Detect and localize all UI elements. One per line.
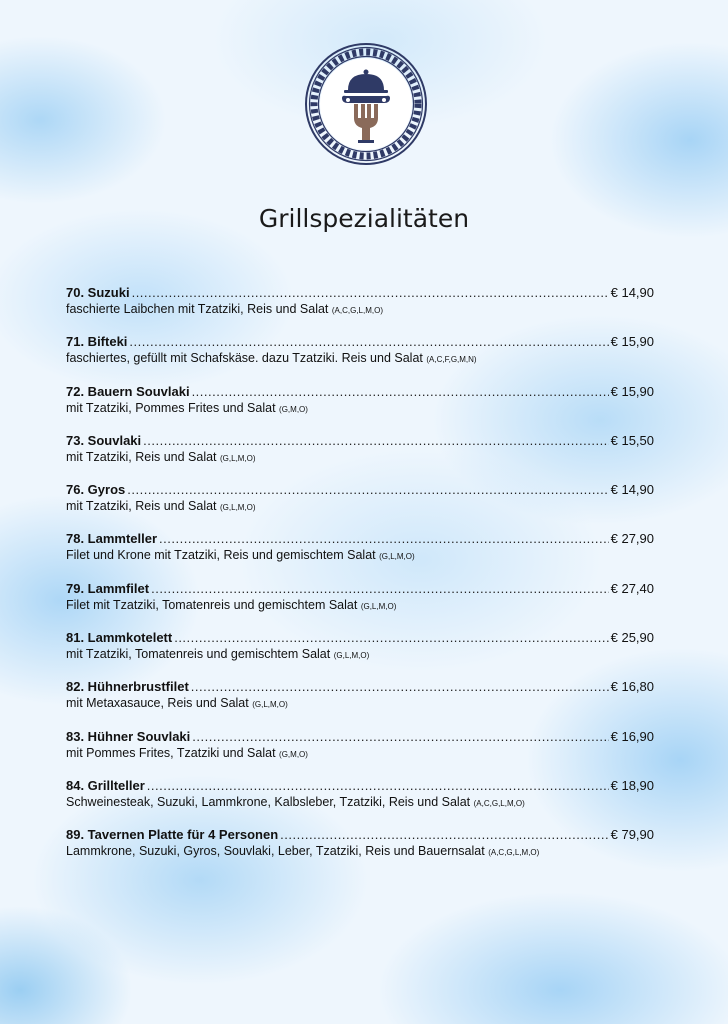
menu-item-header	[66, 630, 654, 646]
dot-leader	[280, 827, 608, 843]
menu-item-price: € 15,90	[610, 383, 654, 399]
menu-item-header	[66, 827, 654, 843]
menu-item	[66, 285, 654, 334]
menu-item-name: 72. Bauern Souvlaki	[66, 383, 190, 399]
menu-item-name: 81. Lammkotelett	[66, 630, 173, 646]
menu-item-price: € 15,90	[610, 334, 654, 350]
menu-item-price: € 18,90	[610, 777, 654, 793]
menu-item-price: € 14,90	[610, 285, 654, 300]
menu-item-description: Lammkrone, Suzuki, Gyros, Souvlaki, Leber, Tzatziki, Reis und Bauernsalat	[66, 844, 485, 859]
dot-leader	[192, 384, 609, 400]
dot-leader	[192, 729, 608, 745]
menu-item-price: € 14,90	[610, 482, 654, 498]
menu-item-header	[66, 531, 654, 547]
menu-item-description-line	[66, 547, 654, 565]
menu-item-allergens: (G,L,M,O)	[220, 503, 256, 513]
menu-item	[66, 581, 654, 630]
menu-item-name: 71. Bifteki	[66, 334, 128, 350]
menu-item-header	[66, 285, 654, 301]
menu-item	[66, 630, 654, 679]
menu-item	[66, 384, 654, 433]
menu-item	[66, 679, 654, 728]
menu-item-description-line	[66, 646, 654, 664]
menu-item	[66, 729, 654, 778]
menu-item-description-line	[66, 449, 654, 467]
menu-item-description: mit Tzatziki, Pommes Frites und Salat	[66, 400, 276, 415]
menu-item	[66, 778, 654, 827]
menu-item	[66, 482, 654, 531]
menu-item-header	[66, 778, 654, 794]
menu-item-allergens: (A,C,G,L,M,O)	[473, 798, 525, 808]
menu-item-header	[66, 433, 654, 449]
menu-item-price: € 15,50	[610, 432, 654, 448]
menu-item	[66, 433, 654, 482]
menu-item-header	[66, 729, 654, 745]
menu-item-header	[66, 581, 654, 597]
menu-item-description: mit Pommes Frites, Tzatziki und Salat	[66, 745, 276, 760]
menu-item-description-line	[66, 400, 654, 418]
menu-item-description-line	[66, 794, 654, 812]
menu-item-name: 70. Suzuki	[66, 285, 130, 300]
menu-item-allergens: (G,L,M,O)	[379, 552, 415, 562]
menu-item-price: € 25,90	[610, 630, 654, 646]
dot-leader	[132, 285, 609, 301]
menu-item-name: 84. Grillteller	[66, 777, 145, 793]
dot-leader	[159, 531, 609, 547]
menu-item-allergens: (G,L,M,O)	[333, 651, 370, 661]
menu-item-allergens: (G,M,O)	[279, 404, 308, 414]
menu-item	[66, 334, 654, 383]
menu-item-description-line	[66, 597, 654, 615]
menu-item-allergens: (G,M,O)	[279, 749, 308, 759]
menu-item-price: € 79,90	[610, 827, 654, 843]
menu-item-description-line	[66, 301, 654, 319]
menu-item-description: Filet mit Tzatziki, Tomatenreis und gemischtem Salat	[66, 597, 358, 612]
menu-item-price: € 27,40	[610, 580, 654, 596]
dot-leader	[127, 482, 608, 498]
menu-item-description-line	[66, 843, 654, 861]
dot-leader	[147, 778, 609, 794]
menu-item-description: mit Tzatziki, Tomatenreis und gemischtem Salat	[66, 647, 331, 662]
menu-item-name: 89. Tavernen Platte für 4 Personen	[66, 827, 279, 843]
menu-item-allergens: (G,L,M,O)	[252, 700, 288, 710]
dot-leader	[151, 581, 609, 597]
menu-item-description: mit Tzatziki, Reis und Salat	[66, 449, 217, 464]
menu-item-header	[66, 679, 654, 695]
menu-item	[66, 827, 654, 876]
menu-item-description-line	[66, 498, 654, 516]
menu-item-name: 73. Souvlaki	[66, 432, 142, 448]
menu-item-header	[66, 334, 654, 350]
menu-item-description: Filet und Krone mit Tzatziki, Reis und gemischtem Salat	[66, 548, 376, 563]
menu-item-header	[66, 482, 654, 498]
restaurant-logo-icon	[304, 42, 428, 166]
menu-item-description-line	[66, 745, 654, 763]
menu-item-allergens: (G,L,M,O)	[360, 601, 397, 611]
page-title: Grillspezialitäten	[258, 204, 470, 233]
menu-item-name: 76. Gyros	[66, 482, 126, 498]
menu-item-name: 82. Hühnerbrustfilet	[66, 679, 189, 695]
menu-item	[66, 531, 654, 580]
menu-item-allergens: (G,L,M,O)	[220, 453, 256, 463]
menu-item-description-line	[66, 350, 654, 368]
menu-item-header	[66, 384, 654, 400]
menu-item-description: faschiertes, gefüllt mit Schafskäse. dazu Tzatziki. Reis und Salat	[66, 351, 423, 366]
menu-item-description: mit Metaxasauce, Reis und Salat	[66, 696, 249, 711]
menu-item-allergens: (A,C,G,L,M,O)	[488, 848, 540, 858]
menu-item-description: Schweinesteak, Suzuki, Lammkrone, Kalbsleber, Tzatziki, Reis und Salat	[66, 794, 471, 809]
menu-item-price: € 16,80	[610, 679, 654, 695]
menu-item-description: mit Tzatziki, Reis und Salat	[66, 499, 217, 514]
dot-leader	[143, 433, 608, 449]
menu-item-name: 79. Lammfilet	[66, 580, 150, 596]
menu-item-allergens: (A,C,F,G,M,N)	[426, 355, 477, 365]
dot-leader	[174, 630, 608, 646]
dot-leader	[191, 679, 609, 695]
menu-item-description: faschierte Laibchen mit Tzatziki, Reis und Salat	[66, 302, 329, 316]
menu-item-allergens: (A,C,G,L,M,O)	[331, 306, 384, 315]
dot-leader	[129, 334, 608, 350]
menu-item-name: 83. Hühner Souvlaki	[66, 728, 191, 744]
menu-item-name: 78. Lammteller	[66, 531, 158, 547]
menu-item-price: € 27,90	[610, 531, 654, 547]
menu-item-price: € 16,90	[610, 728, 654, 744]
menu-item-description-line	[66, 695, 654, 713]
menu-list	[66, 285, 654, 877]
